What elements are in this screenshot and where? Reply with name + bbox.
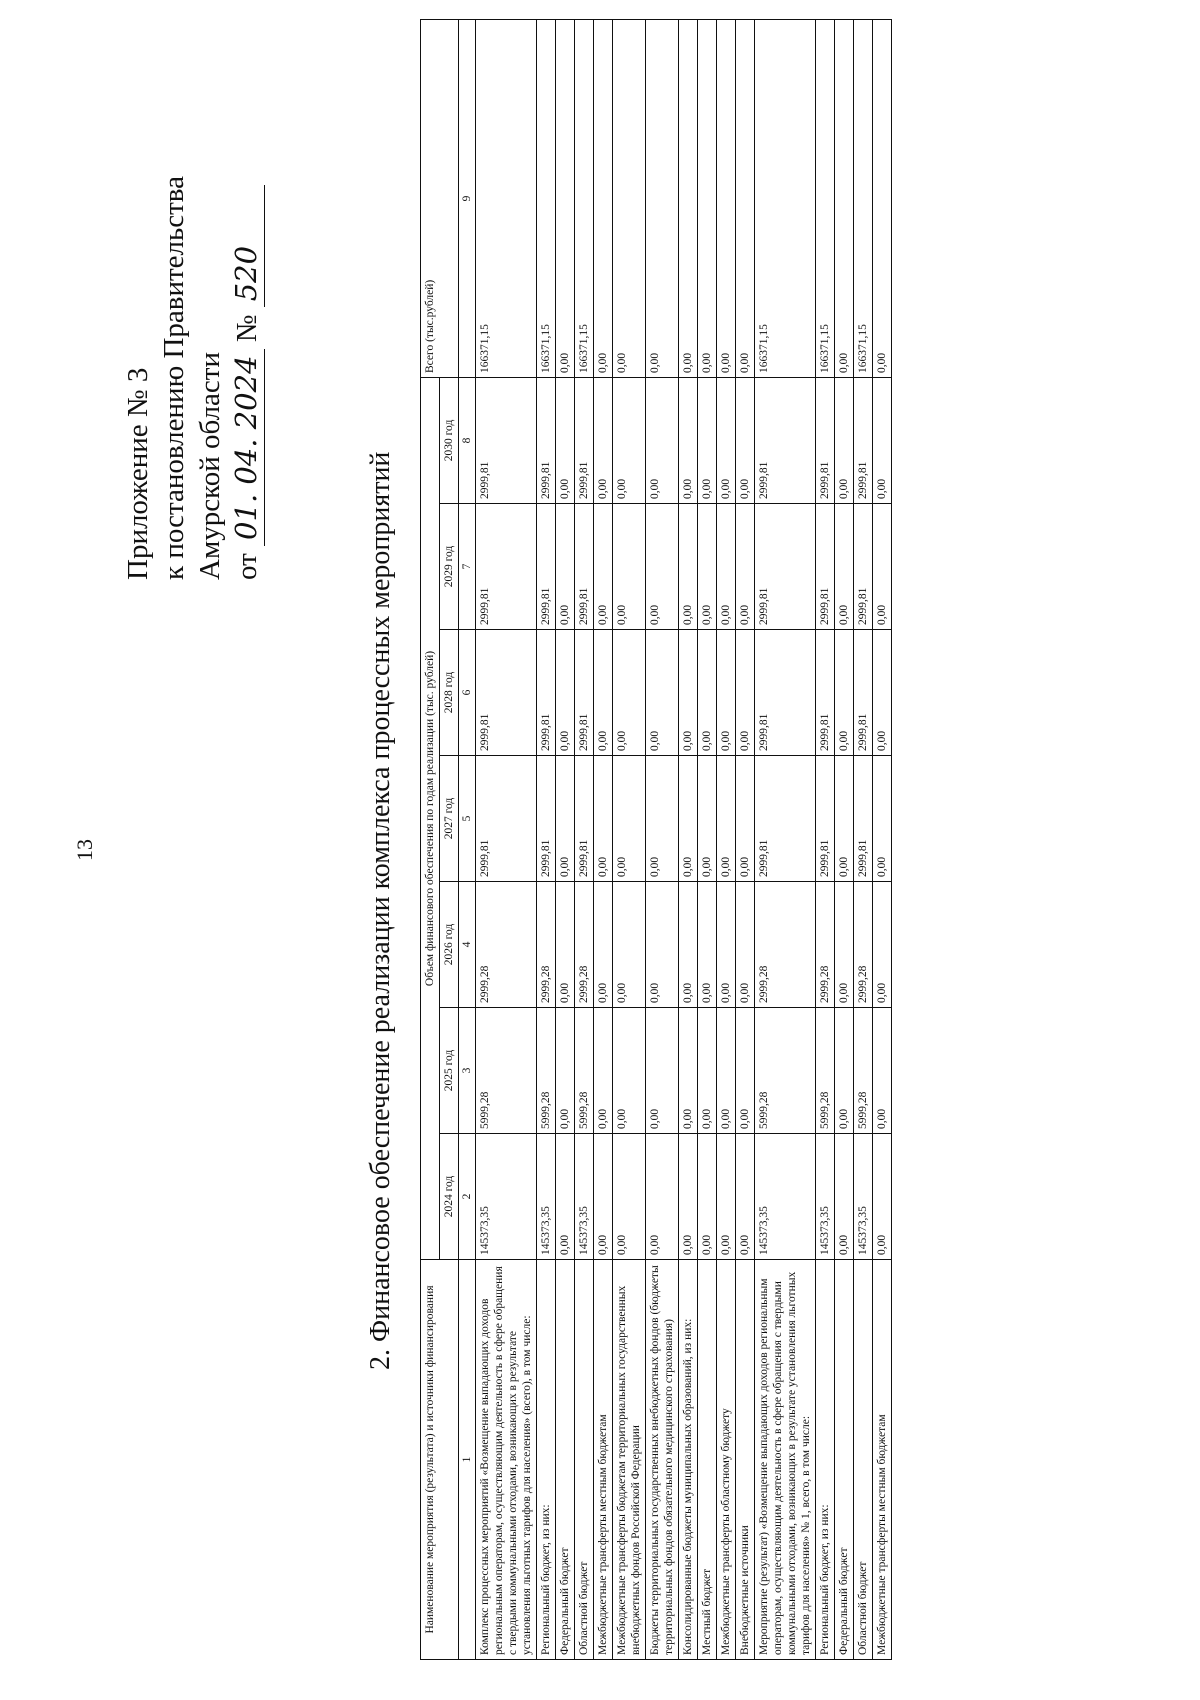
year-value-cell: 2999,81: [816, 756, 835, 882]
table-row: [873, 19, 892, 1659]
total-value-cell: 166371,15: [755, 19, 816, 377]
total-value-cell: 0,00: [736, 19, 755, 377]
year-value-cell: 0,00: [594, 756, 613, 882]
year-value-cell: 0,00: [717, 756, 736, 882]
year-value-cell: 2999,81: [854, 504, 873, 630]
index-cell: 8: [459, 377, 476, 503]
year-value-cell: 0,00: [698, 377, 717, 503]
year-value-cell: 0,00: [646, 1134, 679, 1260]
year-value-cell: 0,00: [717, 882, 736, 1008]
year-value-cell: 0,00: [873, 377, 892, 503]
index-cell: 5: [459, 756, 476, 882]
header-index-row: [459, 19, 476, 1659]
table-row: [556, 19, 575, 1659]
year-value-cell: 0,00: [873, 1134, 892, 1260]
year-value-cell: 0,00: [613, 630, 646, 756]
year-value-cell: 0,00: [835, 377, 854, 503]
year-value-cell: 2999,81: [816, 504, 835, 630]
year-value-cell: 0,00: [594, 1134, 613, 1260]
year-value-cell: 2999,28: [476, 882, 537, 1008]
year-value-cell: 0,00: [736, 756, 755, 882]
year-value-cell: 0,00: [646, 1008, 679, 1134]
year-value-cell: 0,00: [717, 377, 736, 503]
year-value-cell: 0,00: [594, 504, 613, 630]
total-value-cell: 0,00: [594, 19, 613, 377]
header-year: 2025 год: [440, 1008, 459, 1134]
year-value-cell: 0,00: [679, 1134, 698, 1260]
year-value-cell: 5999,28: [755, 1008, 816, 1134]
index-cell: 2: [459, 1134, 476, 1260]
year-value-cell: 0,00: [717, 630, 736, 756]
row-name: Комплекс процессных мероприятий «Возмещение выпадающих доходов региональным операторам, осуществляющим деятельность в сфере обращения с твердыми коммунальными отходами, возникающих в результате установления льготных тарифов для населения» (всего), в том числе:: [476, 1260, 537, 1660]
year-value-cell: 0,00: [594, 630, 613, 756]
header-year: 2026 год: [440, 882, 459, 1008]
year-value-cell: 0,00: [556, 1008, 575, 1134]
row-name: Консолидированные бюджеты муниципальных образований, из них:: [679, 1260, 698, 1660]
year-value-cell: 0,00: [594, 882, 613, 1008]
row-name: Бюджеты территориальных государственных внебюджетных фондов (бюджеты территориальных фондов обязательного медицинского страхования): [646, 1260, 679, 1660]
year-value-cell: 2999,81: [476, 504, 537, 630]
handwritten-number: 520: [228, 185, 265, 307]
year-value-cell: 0,00: [613, 377, 646, 503]
year-value-cell: 0,00: [717, 1008, 736, 1134]
year-value-cell: 5999,28: [476, 1008, 537, 1134]
number-label: №: [231, 314, 263, 343]
year-value-cell: 145373,35: [575, 1134, 594, 1260]
year-value-cell: 5999,28: [537, 1008, 556, 1134]
row-name: Региональный бюджет, из них:: [816, 1260, 835, 1660]
table-row: [594, 19, 613, 1659]
year-value-cell: 0,00: [717, 1134, 736, 1260]
total-value-cell: 166371,15: [537, 19, 556, 377]
year-value-cell: 145373,35: [537, 1134, 556, 1260]
year-value-cell: 2999,81: [755, 504, 816, 630]
year-value-cell: 0,00: [873, 882, 892, 1008]
year-value-cell: 0,00: [698, 1008, 717, 1134]
table-body: [476, 19, 892, 1659]
table-row: [575, 19, 594, 1659]
financing-table: [420, 19, 892, 1660]
page-number: 13: [72, 839, 97, 861]
year-value-cell: 0,00: [613, 756, 646, 882]
year-value-cell: 0,00: [594, 1008, 613, 1134]
header-volume-group: Объем финансового обеспечения по годам реализации (тыс. рублей): [421, 377, 440, 1259]
year-value-cell: 0,00: [679, 882, 698, 1008]
year-value-cell: 0,00: [556, 1134, 575, 1260]
header-row-1: [421, 19, 440, 1659]
table-row: [816, 19, 835, 1659]
year-value-cell: 0,00: [679, 1008, 698, 1134]
total-value-cell: 0,00: [613, 19, 646, 377]
year-value-cell: 145373,35: [816, 1134, 835, 1260]
year-value-cell: 0,00: [873, 1008, 892, 1134]
year-value-cell: 0,00: [873, 630, 892, 756]
index-cell: 6: [459, 630, 476, 756]
year-value-cell: 2999,81: [575, 756, 594, 882]
appendix-block: [120, 40, 265, 580]
total-value-cell: 0,00: [556, 19, 575, 377]
year-value-cell: 2999,81: [575, 630, 594, 756]
total-value-cell: 0,00: [698, 19, 717, 377]
year-value-cell: 0,00: [646, 504, 679, 630]
year-value-cell: 0,00: [698, 1134, 717, 1260]
table-row: [755, 19, 816, 1659]
year-value-cell: 2999,81: [537, 756, 556, 882]
year-value-cell: 5999,28: [854, 1008, 873, 1134]
year-value-cell: 2999,81: [476, 630, 537, 756]
year-value-cell: 2999,28: [575, 882, 594, 1008]
index-cell: 1: [459, 1260, 476, 1660]
table-row: [717, 19, 736, 1659]
header-year: 2030 год: [440, 377, 459, 503]
year-value-cell: 0,00: [646, 756, 679, 882]
year-value-cell: 0,00: [835, 630, 854, 756]
header-year: 2028 год: [440, 630, 459, 756]
appendix-line-1: Приложение № 3: [122, 367, 154, 580]
year-value-cell: 0,00: [613, 1134, 646, 1260]
row-name: Областной бюджет: [575, 1260, 594, 1660]
row-name: Федеральный бюджет: [556, 1260, 575, 1660]
year-value-cell: 0,00: [736, 630, 755, 756]
year-value-cell: 145373,35: [755, 1134, 816, 1260]
total-value-cell: 0,00: [679, 19, 698, 377]
year-value-cell: 0,00: [835, 1008, 854, 1134]
year-value-cell: 2999,81: [816, 630, 835, 756]
year-value-cell: 0,00: [594, 377, 613, 503]
table-row: [854, 19, 873, 1659]
year-value-cell: 0,00: [556, 377, 575, 503]
year-value-cell: 5999,28: [575, 1008, 594, 1134]
table-row: [537, 19, 556, 1659]
total-value-cell: 166371,15: [816, 19, 835, 377]
year-value-cell: 0,00: [556, 756, 575, 882]
total-value-cell: 0,00: [873, 19, 892, 377]
handwritten-date: 01. 04. 2024: [228, 349, 265, 545]
table-row: [835, 19, 854, 1659]
year-value-cell: 2999,81: [755, 756, 816, 882]
year-value-cell: 5999,28: [816, 1008, 835, 1134]
year-value-cell: 2999,81: [537, 504, 556, 630]
year-value-cell: 2999,28: [537, 882, 556, 1008]
row-name: Мероприятие (результат) «Возмещение выпадающих доходов региональным операторам, осуществляющим деятельность в сфере обращения с твердыми коммунальными отходами, возникающих в результате установления льготных тарифов для населения» № 1, всего, в том числе:: [755, 1260, 816, 1660]
total-value-cell: 0,00: [646, 19, 679, 377]
appendix-date-line: [228, 40, 265, 580]
row-name: Федеральный бюджет: [835, 1260, 854, 1660]
table-row: [679, 19, 698, 1659]
year-value-cell: 2999,28: [816, 882, 835, 1008]
row-name: Межбюджетные трансферты бюджетам территориальных государственных внебюджетных фондов Российской Федерации: [613, 1260, 646, 1660]
index-cell: 7: [459, 504, 476, 630]
year-value-cell: 2999,28: [755, 882, 816, 1008]
year-value-cell: 0,00: [835, 756, 854, 882]
year-value-cell: 0,00: [717, 504, 736, 630]
year-value-cell: 0,00: [698, 882, 717, 1008]
year-value-cell: 2999,81: [537, 377, 556, 503]
year-value-cell: 0,00: [556, 504, 575, 630]
year-value-cell: 0,00: [835, 1134, 854, 1260]
year-value-cell: 0,00: [646, 630, 679, 756]
year-value-cell: 0,00: [698, 756, 717, 882]
year-value-cell: 0,00: [556, 882, 575, 1008]
table-row: [646, 19, 679, 1659]
year-value-cell: 0,00: [679, 377, 698, 503]
year-value-cell: 0,00: [698, 504, 717, 630]
table-row: [736, 19, 755, 1659]
header-year: 2024 год: [440, 1134, 459, 1260]
total-value-cell: 166371,15: [575, 19, 594, 377]
year-value-cell: 2999,81: [854, 377, 873, 503]
year-value-cell: 2999,81: [476, 756, 537, 882]
year-value-cell: 2999,81: [755, 630, 816, 756]
year-value-cell: 2999,81: [476, 377, 537, 503]
appendix-line-3: Амурской области: [194, 352, 226, 580]
year-value-cell: 0,00: [736, 377, 755, 503]
year-value-cell: 145373,35: [476, 1134, 537, 1260]
year-value-cell: 0,00: [736, 1134, 755, 1260]
year-value-cell: 2999,81: [854, 756, 873, 882]
year-value-cell: 0,00: [698, 630, 717, 756]
row-name: Межбюджетные трансферты местным бюджетам: [873, 1260, 892, 1660]
document-title: 2. Финансовое обеспечение реализации комплекса процессных мероприятий: [365, 451, 396, 1370]
total-value-cell: 166371,15: [476, 19, 537, 377]
total-value-cell: 0,00: [835, 19, 854, 377]
year-value-cell: 0,00: [613, 1008, 646, 1134]
year-value-cell: 0,00: [646, 882, 679, 1008]
year-value-cell: 0,00: [736, 882, 755, 1008]
year-value-cell: 2999,81: [816, 377, 835, 503]
header-year: 2027 год: [440, 756, 459, 882]
year-value-cell: 0,00: [835, 504, 854, 630]
year-value-cell: 2999,81: [537, 630, 556, 756]
year-value-cell: 0,00: [679, 630, 698, 756]
header-name: Наименование мероприятия (результата) и источники финансирования: [421, 1260, 459, 1660]
row-name: Местный бюджет: [698, 1260, 717, 1660]
index-cell: 3: [459, 1008, 476, 1134]
header-year: 2029 год: [440, 504, 459, 630]
year-value-cell: 0,00: [613, 504, 646, 630]
header-total: Всего (тыс.рублей): [421, 19, 459, 377]
year-value-cell: 0,00: [613, 882, 646, 1008]
row-name: Областной бюджет: [854, 1260, 873, 1660]
row-name: Межбюджетные трансферты местным бюджетам: [594, 1260, 613, 1660]
index-cell: 4: [459, 882, 476, 1008]
year-value-cell: 0,00: [736, 504, 755, 630]
year-value-cell: 145373,35: [854, 1134, 873, 1260]
year-value-cell: 0,00: [646, 377, 679, 503]
year-value-cell: 0,00: [873, 504, 892, 630]
appendix-line-2: к постановлению Правительства: [158, 176, 190, 580]
year-value-cell: 2999,28: [854, 882, 873, 1008]
year-value-cell: 0,00: [873, 756, 892, 882]
year-value-cell: 2999,81: [575, 504, 594, 630]
from-label: от: [231, 553, 263, 580]
year-value-cell: 2999,81: [575, 377, 594, 503]
index-cell: 9: [459, 19, 476, 377]
row-name: Региональный бюджет, из них:: [537, 1260, 556, 1660]
year-value-cell: 2999,81: [755, 377, 816, 503]
table-row: [476, 19, 537, 1659]
year-value-cell: 0,00: [679, 756, 698, 882]
total-value-cell: 0,00: [717, 19, 736, 377]
year-value-cell: 0,00: [835, 882, 854, 1008]
row-name: Межбюджетные трансферты областному бюджету: [717, 1260, 736, 1660]
year-value-cell: 2999,81: [854, 630, 873, 756]
year-value-cell: 0,00: [736, 1008, 755, 1134]
table-row: [698, 19, 717, 1659]
year-value-cell: 0,00: [556, 630, 575, 756]
row-name: Внебюджетные источники: [736, 1260, 755, 1660]
year-value-cell: 0,00: [679, 504, 698, 630]
total-value-cell: 166371,15: [854, 19, 873, 377]
table-row: [613, 19, 646, 1659]
